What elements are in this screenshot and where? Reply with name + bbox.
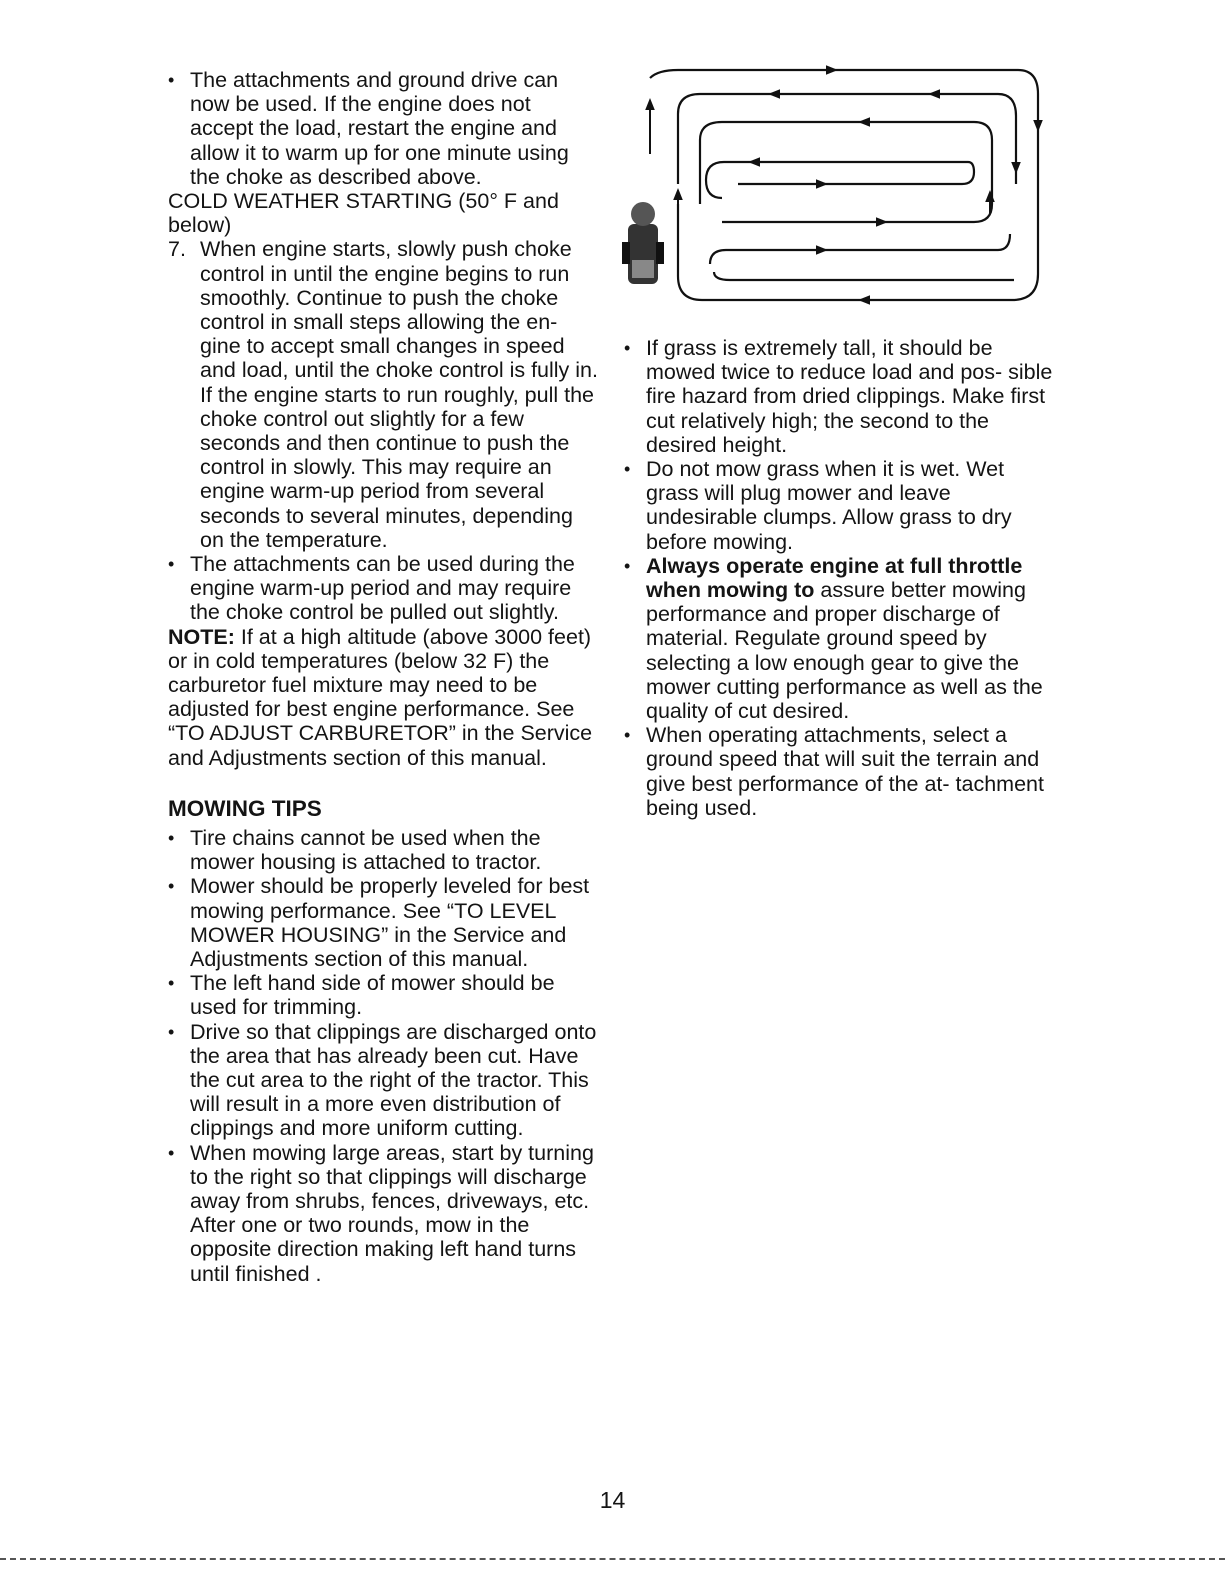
left-column — [168, 68, 598, 1286]
cold-weather-heading: COLD WEATHER STARTING (50° F and below) — [168, 189, 559, 238]
tip-tire-chains: • Tire chains cannot be used when the mower housing is attached to tractor. — [168, 826, 598, 874]
tip-full-throttle — [624, 554, 1054, 723]
tip-level-mower: • Mower should be properly leveled for best mowing performance. See “TO LEVEL MOWER HOUSING” in the Service and Adjustments section of this manual. — [168, 874, 598, 971]
step-7 — [168, 237, 598, 552]
tip-large-areas: • When mowing large areas, start by turning to the right so that clippings will discharge away from shrubs, fences, driveways, etc. After one or two rounds, mow in the opposite direction making left hand turns until finished . — [168, 1141, 598, 1286]
note-text: If at a high altitude (above 3000 feet) or in cold temperatures (below 32 F) the carburetor fuel mixture may need to be adjusted for best engine performance. See “TO ADJUST CARBURETOR” in the Service and Adjustments section of this manual. — [168, 624, 593, 770]
tip-tall-grass: • If grass is extremely tall, it should be mowed twice to reduce load and pos- sible fire hazard from dried clippings. Make first cut relatively high; the second to the desired height. — [624, 336, 1054, 457]
tip-left-side: • The left hand side of mower should be used for trimming. — [168, 971, 598, 1019]
tip-operating-attachments: • When operating attachments, select a ground speed that will suit the terrain and give best performance of the at- tachment being used. — [624, 723, 1054, 820]
tip-discharge: • Drive so that clippings are discharged onto the area that has already been cut. Have the cut area to the right of the tractor. This will result in a more even distribution of clippings and more uniform cutting. — [168, 1020, 598, 1141]
step-7-text: When engine starts, slowly push choke control in until the engine begins to run smoothly. Continue to push the choke control in small steps allowing the en- gine to accept small changes in speed and load, until the choke control is fully in. If the engine starts to run roughly, pull the choke control out slightly for a few seconds and then continue to push the control in slowly. This may require an engine warm-up period from several seconds to several minutes, depending on the temperature. — [200, 237, 598, 552]
mowing-tips-heading: MOWING TIPS — [168, 795, 322, 821]
tip-throttle-bold: Always operate engine at full throttle when mowing to — [646, 553, 1023, 603]
step-number: 7. — [168, 237, 186, 262]
mowing-pattern-diagram-icon — [618, 64, 1048, 320]
attachments-ground-drive-text: • The attachments and ground drive can now be used. If the engine does not accept the load, restart the engine and allow it to warm up for one minute using the choke as described above. — [168, 68, 598, 189]
bottom-divider — [0, 1558, 1225, 1560]
attachments-warmup-text: • The attachments can be used during the engine warm-up period and may require the choke control be pulled out slightly. — [168, 552, 598, 625]
tractor-icon — [622, 202, 664, 284]
note-paragraph — [168, 625, 598, 770]
page-number: 14 — [599, 1487, 626, 1513]
tip-wet-grass: • Do not mow grass when it is wet. Wet grass will plug mower and leave undesirable clumps. Allow grass to dry before mowing. — [624, 457, 1054, 554]
note-label: NOTE: — [168, 624, 235, 649]
tip-throttle-rest: assure better mowing performance and proper discharge of material. Regulate ground speed by selecting a low enough gear to give the mower cutting performance as well as the quality of cut desired. — [646, 578, 1043, 724]
right-column — [624, 336, 1054, 820]
